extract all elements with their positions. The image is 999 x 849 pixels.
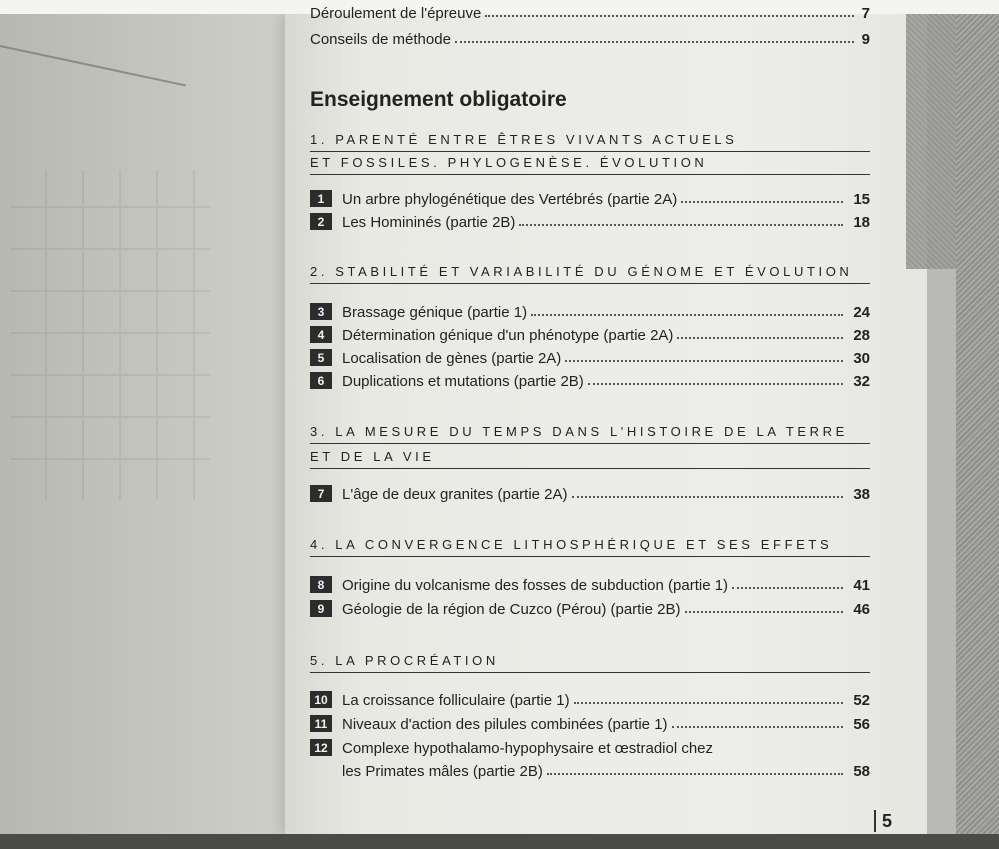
section-heading-3-line2: ET DE LA VIE: [310, 449, 870, 469]
entry-number-badge: 6: [310, 372, 332, 389]
entry-page: 46: [853, 601, 870, 618]
left-page-faint-pattern: [10, 170, 210, 500]
entry-title: Géologie de la région de Cuzco (Pérou) (partie 2B): [342, 601, 681, 618]
toc-entry-2: [310, 209, 870, 231]
toc-entry-10: [310, 687, 870, 709]
leader-dots: [485, 14, 853, 17]
section-heading-3-line1: 3. LA MESURE DU TEMPS DANS L'HISTOIRE DE LA TERRE: [310, 424, 870, 444]
leader-dots: [572, 495, 844, 498]
leader-dots: [672, 725, 844, 728]
toc-row-page: 7: [861, 5, 870, 22]
entry-title: Niveaux d'action des pilules combinées (partie 1): [342, 716, 668, 733]
entry-title: Les Homininés (partie 2B): [342, 214, 516, 231]
toc-row-deroulement: [310, 0, 870, 22]
entry-title: La croissance folliculaire (partie 1): [342, 692, 570, 709]
entry-number-badge: 1: [310, 190, 332, 207]
section-heading-1-line1: 1. PARENTÉ ENTRE ÊTRES VIVANTS ACTUELS: [310, 132, 870, 152]
section-heading-5: 5. LA PROCRÉATION: [310, 653, 870, 673]
entry-number-badge: 2: [310, 213, 332, 230]
entry-title: Localisation de gènes (partie 2A): [342, 350, 562, 367]
entry-title: L'âge de deux granites (partie 2A): [342, 486, 568, 503]
toc-entry-4: [310, 322, 870, 344]
page-number: 5: [874, 810, 892, 832]
entry-number-badge: 3: [310, 303, 332, 320]
leader-dots: [732, 586, 843, 589]
leader-dots: [681, 200, 843, 203]
entry-number-badge: 5: [310, 349, 332, 366]
toc-entry-8: [310, 572, 870, 594]
gray-thumb-strip: [906, 14, 956, 269]
toc-entry-12-line2: [310, 758, 870, 780]
entry-page: 24: [853, 304, 870, 321]
entry-title: Duplications et mutations (partie 2B): [342, 373, 584, 390]
entry-title: Un arbre phylogénétique des Vertébrés (partie 2A): [342, 191, 678, 208]
entry-page: 32: [853, 373, 870, 390]
entry-page: 18: [853, 214, 870, 231]
entry-number-badge: 10: [310, 691, 332, 708]
entry-number-badge: 11: [310, 715, 332, 732]
toc-entry-3: [310, 299, 870, 321]
toc-row-label: Déroulement de l'épreuve: [310, 5, 482, 22]
leader-dots: [519, 223, 843, 226]
toc-entry-9: [310, 596, 870, 618]
leader-dots: [574, 701, 844, 704]
right-page-edge: [956, 0, 999, 849]
section-heading-1-line2: ET FOSSILES. PHYLOGENÈSE. ÉVOLUTION: [310, 155, 870, 175]
leader-dots: [455, 40, 854, 43]
toc-entry-5: [310, 345, 870, 367]
section-heading-4: 4. LA CONVERGENCE LITHOSPHÉRIQUE ET SES EFFETS: [310, 537, 870, 557]
entry-number-badge: 9: [310, 600, 332, 617]
toc-entry-7: [310, 481, 870, 503]
toc-entry-12: [310, 735, 870, 757]
entry-number-badge: 12: [310, 739, 332, 756]
leader-dots: [677, 336, 843, 339]
entry-number-badge: 4: [310, 326, 332, 343]
leader-dots: [588, 382, 844, 385]
entry-title: Détermination génique d'un phénotype (partie 2A): [342, 327, 674, 344]
toc-row-label: Conseils de méthode: [310, 31, 451, 48]
toc-row-conseils: [310, 26, 870, 48]
table-of-contents: [310, 0, 870, 849]
entry-page: 15: [853, 191, 870, 208]
entry-title: Origine du volcanisme des fosses de subduction (partie 1): [342, 577, 729, 594]
leader-dots: [565, 359, 843, 362]
entry-page: 41: [853, 577, 870, 594]
toc-entry-6: [310, 368, 870, 390]
entry-title: Complexe hypothalamo-hypophysaire et œstradiol chez: [342, 740, 714, 757]
leader-dots: [547, 772, 843, 775]
entry-page: 30: [853, 350, 870, 367]
toc-entry-11: [310, 711, 870, 733]
entry-page: 38: [853, 486, 870, 503]
entry-page: 52: [853, 692, 870, 709]
leader-dots: [685, 610, 844, 613]
toc-row-page: 9: [861, 31, 870, 48]
toc-entry-1: [310, 186, 870, 208]
entry-number-badge: 7: [310, 485, 332, 502]
section-heading-2: 2. STABILITÉ ET VARIABILITÉ DU GÉNOME ET ÉVOLUTION: [310, 264, 870, 284]
entry-number-badge: 8: [310, 576, 332, 593]
entry-page: 28: [853, 327, 870, 344]
entry-title-continuation: les Primates mâles (partie 2B): [342, 763, 543, 780]
entry-title: Brassage génique (partie 1): [342, 304, 528, 321]
entry-page: 58: [853, 763, 870, 780]
section-title: Enseignement obligatoire: [310, 88, 567, 111]
entry-page: 56: [853, 716, 870, 733]
leader-dots: [531, 313, 843, 316]
